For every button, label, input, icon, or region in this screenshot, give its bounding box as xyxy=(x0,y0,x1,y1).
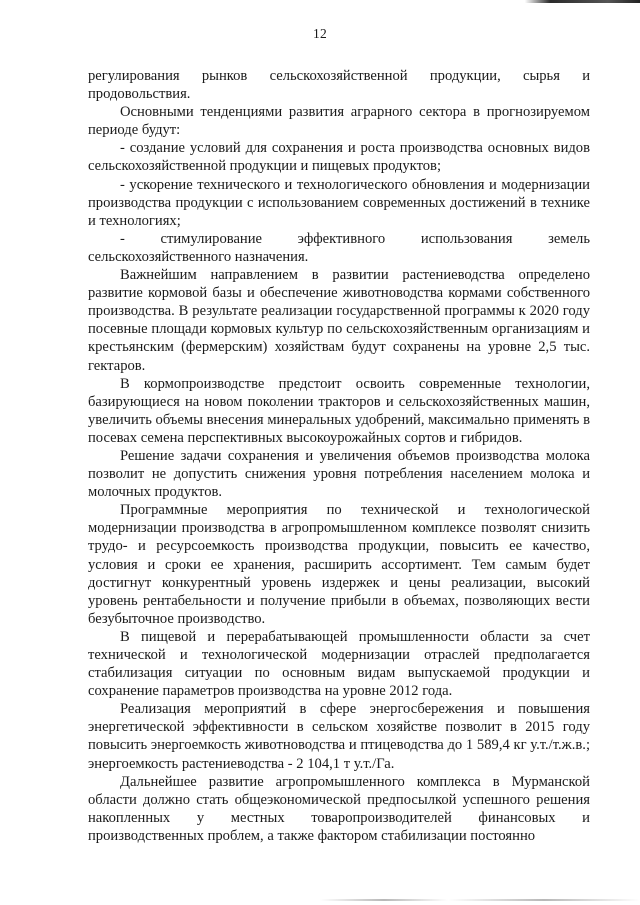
paragraph-food-industry: В пищевой и перерабатывающей промышленности области за счет технической и технологической модернизации отраслей предполагается стабилизация ситуации по основным видам выпускаемой продукции и сохранение параметров производства на уровне 2012 года. xyxy=(88,628,590,700)
paragraph-further-development: Дальнейшее развитие агропромышленного комплекса в Мурманской области должно стать общеэкономической предпосылкой успешного решения накопленных у местных товаропроизводителей финансовых и производственных проблем, а также фактором стабилизации постоянно xyxy=(88,773,590,844)
paragraph-continuation: регулирования рынков сельскохозяйственной продукции, сырья и продовольствия. xyxy=(88,68,590,103)
page-number: 12 xyxy=(312,26,328,41)
list-item-land-use: - стимулирование эффективного использования земель сельскохозяйственного назначения. xyxy=(88,230,590,265)
document-body xyxy=(88,67,590,845)
paragraph-energy-saving: Реализация мероприятий в сфере энергосбережения и повышения энергетической эффективности в сельском хозяйстве позволит в 2015 году повысить энергоемкость животноводства и птицеводства до 1 589,4 кг у.т./т.ж.в.; энергоемкость растениеводства - 2 104,1 т у.т./Га. xyxy=(88,701,590,772)
paragraph-modernization: Программные мероприятия по технической и технологической модернизации производства в агропромышленном комплексе позволят снизить трудо- и ресурсоемкость производства продукции, повысить ее качество, условия и сроки ее хранения, расширить ассортимент. Тем самым будет достигнут конкурентный уровень издержек и цены реализации, высокий уровень рентабельности и получение прибыли в объемах, позволяющих вести безубыточное производство. xyxy=(88,502,590,627)
list-item-acceleration: - ускорение технического и технологического обновления и модернизации производства продукции с использованием современных достижений в технике и технологиях; xyxy=(88,176,590,229)
paragraph-feed-production: В кормопроизводстве предстоит освоить современные технологии, базирующиеся на новом поколении тракторов и сельскохозяйственных машин, увеличить объемы внесения минеральных удобрений, максимально применять в посевах семена перспективных высокоурожайных сортов и гибридов. xyxy=(88,375,590,446)
scan-bottom-artifact xyxy=(0,899,640,901)
paragraph-milk-production: Решение задачи сохранения и увеличения объемов производства молока позволит не допустить снижения уровня потребления населением молока и молочных продуктов. xyxy=(88,447,590,501)
paragraph-crop-production: Важнейшим направлением в развитии растениеводства определено развитие кормовой базы и обеспечение животноводства кормами собственного производства. В результате реализации государственной программы к 2020 году посевные площади кормовых культур по сельскохозяйственным организациям и крестьянским (фермерским) хозяйствам будут сохранены на уровне 2,5 тыс. гектаров. xyxy=(88,267,590,374)
paragraph-trends-intro: Основными тенденциями развития аграрного сектора в прогнозируемом периоде будут: xyxy=(88,104,590,139)
scan-edge-artifact xyxy=(0,0,640,3)
list-item-conditions: - создание условий для сохранения и роста производства основных видов сельскохозяйственной продукции и пищевых продуктов; xyxy=(88,140,590,175)
